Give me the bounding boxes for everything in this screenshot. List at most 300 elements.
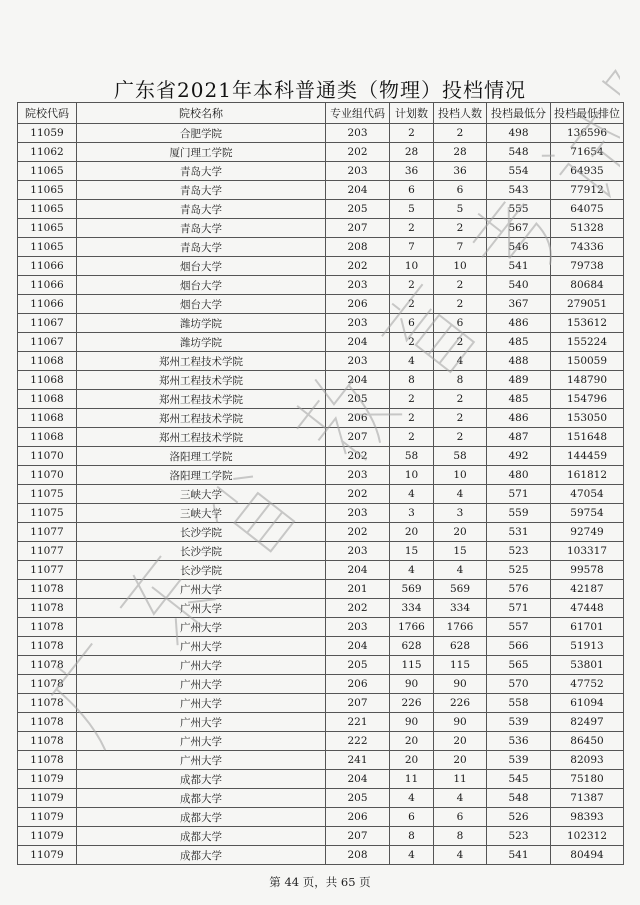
cell-school-code: 11078 — [18, 694, 77, 713]
cell-school-name: 青岛大学 — [77, 200, 326, 219]
cell-admitted-count: 36 — [434, 162, 487, 181]
cell-min-rank: 71654 — [551, 143, 624, 162]
cell-plan-count: 2 — [390, 124, 434, 143]
header-min-score: 投档最低分 — [487, 103, 551, 124]
cell-admitted-count: 2 — [434, 390, 487, 409]
cell-plan-count: 8 — [390, 371, 434, 390]
cell-plan-count: 15 — [390, 542, 434, 561]
table-row — [18, 504, 624, 523]
cell-min-rank: 75180 — [551, 770, 624, 789]
cell-plan-count: 10 — [390, 466, 434, 485]
table-row — [18, 333, 624, 352]
cell-school-name: 合肥学院 — [77, 124, 326, 143]
cell-school-name: 广州大学 — [77, 618, 326, 637]
table-row — [18, 599, 624, 618]
cell-plan-count: 5 — [390, 200, 434, 219]
cell-min-rank: 79738 — [551, 257, 624, 276]
cell-school-name: 厦门理工学院 — [77, 143, 326, 162]
cell-group-code: 204 — [326, 637, 390, 656]
cell-school-code: 11078 — [18, 732, 77, 751]
cell-min-rank: 153612 — [551, 314, 624, 333]
cell-school-name: 广州大学 — [77, 694, 326, 713]
cell-min-score: 526 — [487, 808, 551, 827]
cell-school-code: 11075 — [18, 485, 77, 504]
cell-min-score: 486 — [487, 314, 551, 333]
cell-min-score: 539 — [487, 751, 551, 770]
table-row — [18, 789, 624, 808]
cell-min-score: 576 — [487, 580, 551, 599]
cell-plan-count: 3 — [390, 504, 434, 523]
cell-admitted-count: 90 — [434, 713, 487, 732]
cell-group-code: 205 — [326, 390, 390, 409]
cell-admitted-count: 20 — [434, 751, 487, 770]
cell-school-code: 11079 — [18, 827, 77, 846]
cell-school-code: 11065 — [18, 162, 77, 181]
cell-min-rank: 99578 — [551, 561, 624, 580]
cell-plan-count: 58 — [390, 447, 434, 466]
header-admitted-count: 投档人数 — [434, 103, 487, 124]
cell-min-score: 541 — [487, 846, 551, 865]
cell-group-code: 207 — [326, 219, 390, 238]
cell-min-rank: 154796 — [551, 390, 624, 409]
table-row — [18, 352, 624, 371]
cell-school-code: 11068 — [18, 371, 77, 390]
cell-group-code: 204 — [326, 333, 390, 352]
cell-school-name: 潍坊学院 — [77, 333, 326, 352]
cell-min-rank: 161812 — [551, 466, 624, 485]
cell-group-code: 206 — [326, 675, 390, 694]
cell-school-code: 11079 — [18, 808, 77, 827]
cell-plan-count: 1766 — [390, 618, 434, 637]
cell-min-score: 559 — [487, 504, 551, 523]
cell-school-name: 潍坊学院 — [77, 314, 326, 333]
cell-school-name: 烟台大学 — [77, 276, 326, 295]
cell-min-rank: 82093 — [551, 751, 624, 770]
cell-min-score: 571 — [487, 485, 551, 504]
cell-min-score: 543 — [487, 181, 551, 200]
table-row — [18, 409, 624, 428]
cell-min-score: 541 — [487, 257, 551, 276]
cell-school-code: 11077 — [18, 523, 77, 542]
cell-min-rank: 74336 — [551, 238, 624, 257]
cell-admitted-count: 4 — [434, 846, 487, 865]
header-plan-count: 计划数 — [390, 103, 434, 124]
cell-plan-count: 90 — [390, 675, 434, 694]
cell-school-code: 11065 — [18, 200, 77, 219]
cell-group-code: 221 — [326, 713, 390, 732]
cell-group-code: 201 — [326, 580, 390, 599]
table-row — [18, 637, 624, 656]
cell-admitted-count: 4 — [434, 485, 487, 504]
table-row — [18, 846, 624, 865]
cell-group-code: 203 — [326, 352, 390, 371]
cell-school-code: 11068 — [18, 409, 77, 428]
cell-school-code: 11065 — [18, 238, 77, 257]
cell-school-name: 青岛大学 — [77, 238, 326, 257]
table-row — [18, 485, 624, 504]
cell-min-score: 498 — [487, 124, 551, 143]
cell-plan-count: 2 — [390, 276, 434, 295]
cell-admitted-count: 58 — [434, 447, 487, 466]
cell-school-name: 广州大学 — [77, 713, 326, 732]
cell-min-rank: 279051 — [551, 295, 624, 314]
cell-min-rank: 61094 — [551, 694, 624, 713]
cell-admitted-count: 8 — [434, 371, 487, 390]
cell-group-code: 207 — [326, 428, 390, 447]
cell-plan-count: 28 — [390, 143, 434, 162]
cell-school-code: 11067 — [18, 314, 77, 333]
cell-plan-count: 36 — [390, 162, 434, 181]
cell-school-code: 11066 — [18, 257, 77, 276]
cell-school-code: 11059 — [18, 124, 77, 143]
cell-group-code: 203 — [326, 542, 390, 561]
cell-admitted-count: 4 — [434, 352, 487, 371]
cell-plan-count: 334 — [390, 599, 434, 618]
cell-min-rank: 82497 — [551, 713, 624, 732]
cell-min-rank: 151648 — [551, 428, 624, 447]
cell-min-rank: 51913 — [551, 637, 624, 656]
cell-admitted-count: 5 — [434, 200, 487, 219]
cell-min-score: 531 — [487, 523, 551, 542]
cell-min-rank: 144459 — [551, 447, 624, 466]
cell-group-code: 204 — [326, 561, 390, 580]
cell-group-code: 203 — [326, 162, 390, 181]
page-footer: 第 44 页，共 65 页 — [269, 875, 371, 889]
table-row — [18, 675, 624, 694]
cell-plan-count: 6 — [390, 181, 434, 200]
cell-min-rank: 53801 — [551, 656, 624, 675]
cell-school-name: 长沙学院 — [77, 542, 326, 561]
cell-min-score: 548 — [487, 789, 551, 808]
cell-admitted-count: 4 — [434, 561, 487, 580]
cell-school-code: 11065 — [18, 181, 77, 200]
cell-admitted-count: 334 — [434, 599, 487, 618]
cell-school-name: 长沙学院 — [77, 523, 326, 542]
cell-min-rank: 92749 — [551, 523, 624, 542]
cell-admitted-count: 2 — [434, 409, 487, 428]
table-body — [18, 124, 624, 865]
cell-group-code: 203 — [326, 618, 390, 637]
cell-plan-count: 7 — [390, 238, 434, 257]
cell-admitted-count: 569 — [434, 580, 487, 599]
cell-school-code: 11078 — [18, 599, 77, 618]
cell-school-name: 郑州工程技术学院 — [77, 428, 326, 447]
cell-plan-count: 6 — [390, 314, 434, 333]
cell-admitted-count: 11 — [434, 770, 487, 789]
cell-admitted-count: 6 — [434, 808, 487, 827]
cell-admitted-count: 28 — [434, 143, 487, 162]
cell-school-code: 11077 — [18, 561, 77, 580]
cell-min-score: 571 — [487, 599, 551, 618]
cell-school-name: 广州大学 — [77, 751, 326, 770]
cell-school-name: 烟台大学 — [77, 257, 326, 276]
cell-group-code: 206 — [326, 409, 390, 428]
cell-min-score: 555 — [487, 200, 551, 219]
cell-school-name: 郑州工程技术学院 — [77, 352, 326, 371]
cell-school-name: 青岛大学 — [77, 181, 326, 200]
cell-min-rank: 150059 — [551, 352, 624, 371]
cell-group-code: 208 — [326, 846, 390, 865]
cell-school-name: 成都大学 — [77, 789, 326, 808]
cell-min-rank: 64075 — [551, 200, 624, 219]
table-header-row — [18, 103, 624, 124]
cell-plan-count: 4 — [390, 789, 434, 808]
table-row — [18, 827, 624, 846]
cell-school-code: 11062 — [18, 143, 77, 162]
table-row — [18, 694, 624, 713]
table-row — [18, 713, 624, 732]
cell-group-code: 203 — [326, 276, 390, 295]
cell-school-name: 广州大学 — [77, 637, 326, 656]
cell-school-code: 11066 — [18, 295, 77, 314]
cell-school-code: 11077 — [18, 542, 77, 561]
cell-group-code: 202 — [326, 257, 390, 276]
cell-school-name: 广州大学 — [77, 656, 326, 675]
cell-group-code: 204 — [326, 371, 390, 390]
cell-plan-count: 6 — [390, 808, 434, 827]
cell-min-score: 570 — [487, 675, 551, 694]
cell-min-score: 367 — [487, 295, 551, 314]
cell-min-rank: 59754 — [551, 504, 624, 523]
cell-school-name: 广州大学 — [77, 599, 326, 618]
cell-plan-count: 20 — [390, 751, 434, 770]
header-school-name: 院校名称 — [77, 103, 326, 124]
cell-min-score: 480 — [487, 466, 551, 485]
header-group-code: 专业组代码 — [326, 103, 390, 124]
table-row — [18, 219, 624, 238]
cell-school-code: 11068 — [18, 390, 77, 409]
cell-plan-count: 2 — [390, 295, 434, 314]
cell-admitted-count: 20 — [434, 523, 487, 542]
cell-min-score: 566 — [487, 637, 551, 656]
cell-plan-count: 115 — [390, 656, 434, 675]
cell-group-code: 207 — [326, 827, 390, 846]
cell-group-code: 202 — [326, 143, 390, 162]
header-min-rank: 投档最低排位 — [551, 103, 624, 124]
cell-group-code: 207 — [326, 694, 390, 713]
cell-admitted-count: 2 — [434, 219, 487, 238]
cell-min-score: 540 — [487, 276, 551, 295]
cell-admitted-count: 6 — [434, 314, 487, 333]
table-row — [18, 751, 624, 770]
cell-min-rank: 98393 — [551, 808, 624, 827]
table-row — [18, 257, 624, 276]
cell-school-code: 11068 — [18, 428, 77, 447]
cell-plan-count: 628 — [390, 637, 434, 656]
cell-group-code: 202 — [326, 599, 390, 618]
table-row — [18, 447, 624, 466]
cell-admitted-count: 2 — [434, 276, 487, 295]
cell-school-code: 11078 — [18, 751, 77, 770]
cell-plan-count: 11 — [390, 770, 434, 789]
cell-plan-count: 10 — [390, 257, 434, 276]
cell-min-rank: 47448 — [551, 599, 624, 618]
page-title: 广东省2021年本科普通类（物理）投档情况 — [114, 78, 526, 102]
cell-school-code: 11067 — [18, 333, 77, 352]
cell-admitted-count: 226 — [434, 694, 487, 713]
cell-plan-count: 4 — [390, 846, 434, 865]
table-row — [18, 124, 624, 143]
cell-school-code: 11078 — [18, 656, 77, 675]
table-row — [18, 732, 624, 751]
cell-min-rank: 155224 — [551, 333, 624, 352]
cell-school-name: 郑州工程技术学院 — [77, 371, 326, 390]
cell-admitted-count: 1766 — [434, 618, 487, 637]
table-row — [18, 162, 624, 181]
cell-school-code: 11078 — [18, 637, 77, 656]
cell-min-score: 523 — [487, 542, 551, 561]
table-row — [18, 314, 624, 333]
cell-min-score: 487 — [487, 428, 551, 447]
cell-school-code: 11079 — [18, 789, 77, 808]
cell-school-name: 郑州工程技术学院 — [77, 409, 326, 428]
cell-school-code: 11078 — [18, 580, 77, 599]
table-row — [18, 200, 624, 219]
cell-group-code: 202 — [326, 485, 390, 504]
cell-school-code: 11070 — [18, 466, 77, 485]
cell-school-name: 长沙学院 — [77, 561, 326, 580]
cell-plan-count: 90 — [390, 713, 434, 732]
cell-min-rank: 64935 — [551, 162, 624, 181]
cell-group-code: 203 — [326, 504, 390, 523]
cell-school-name: 三峡大学 — [77, 485, 326, 504]
cell-min-rank: 51328 — [551, 219, 624, 238]
cell-plan-count: 2 — [390, 219, 434, 238]
cell-school-code: 11070 — [18, 447, 77, 466]
cell-school-code: 11075 — [18, 504, 77, 523]
cell-school-name: 广州大学 — [77, 580, 326, 599]
cell-min-rank: 103317 — [551, 542, 624, 561]
table-row — [18, 770, 624, 789]
cell-min-rank: 153050 — [551, 409, 624, 428]
cell-school-name: 成都大学 — [77, 808, 326, 827]
cell-group-code: 205 — [326, 200, 390, 219]
cell-min-rank: 80494 — [551, 846, 624, 865]
cell-school-code: 11079 — [18, 770, 77, 789]
cell-min-score: 557 — [487, 618, 551, 637]
cell-plan-count: 2 — [390, 333, 434, 352]
cell-min-rank: 86450 — [551, 732, 624, 751]
cell-min-score: 485 — [487, 333, 551, 352]
cell-school-name: 洛阳理工学院 — [77, 447, 326, 466]
table-row — [18, 656, 624, 675]
cell-admitted-count: 6 — [434, 181, 487, 200]
cell-admitted-count: 8 — [434, 827, 487, 846]
cell-admitted-count: 4 — [434, 789, 487, 808]
cell-plan-count: 2 — [390, 390, 434, 409]
table-row — [18, 580, 624, 599]
cell-min-rank: 102312 — [551, 827, 624, 846]
cell-plan-count: 20 — [390, 523, 434, 542]
cell-school-name: 成都大学 — [77, 827, 326, 846]
cell-school-code: 11068 — [18, 352, 77, 371]
cell-min-score: 545 — [487, 770, 551, 789]
cell-group-code: 202 — [326, 447, 390, 466]
table-row — [18, 523, 624, 542]
cell-school-name: 广州大学 — [77, 675, 326, 694]
table-row — [18, 428, 624, 447]
cell-min-score: 554 — [487, 162, 551, 181]
admission-table — [17, 102, 624, 865]
table-row — [18, 181, 624, 200]
cell-admitted-count: 20 — [434, 732, 487, 751]
cell-min-rank: 71387 — [551, 789, 624, 808]
cell-group-code: 206 — [326, 295, 390, 314]
cell-plan-count: 226 — [390, 694, 434, 713]
table-row — [18, 466, 624, 485]
cell-min-rank: 42187 — [551, 580, 624, 599]
table-row — [18, 276, 624, 295]
table-row — [18, 295, 624, 314]
cell-plan-count: 4 — [390, 485, 434, 504]
cell-admitted-count: 115 — [434, 656, 487, 675]
cell-school-name: 青岛大学 — [77, 219, 326, 238]
cell-min-score: 539 — [487, 713, 551, 732]
cell-min-score: 489 — [487, 371, 551, 390]
cell-min-score: 486 — [487, 409, 551, 428]
cell-min-score: 546 — [487, 238, 551, 257]
table-row — [18, 390, 624, 409]
cell-min-score: 523 — [487, 827, 551, 846]
cell-min-score: 548 — [487, 143, 551, 162]
cell-group-code: 202 — [326, 523, 390, 542]
cell-admitted-count: 7 — [434, 238, 487, 257]
table-row — [18, 618, 624, 637]
cell-school-name: 广州大学 — [77, 732, 326, 751]
cell-school-name: 三峡大学 — [77, 504, 326, 523]
cell-min-score: 558 — [487, 694, 551, 713]
cell-min-rank: 148790 — [551, 371, 624, 390]
cell-admitted-count: 3 — [434, 504, 487, 523]
cell-school-name: 烟台大学 — [77, 295, 326, 314]
cell-min-score: 565 — [487, 656, 551, 675]
cell-plan-count: 569 — [390, 580, 434, 599]
cell-admitted-count: 2 — [434, 124, 487, 143]
cell-admitted-count: 90 — [434, 675, 487, 694]
cell-min-rank: 47752 — [551, 675, 624, 694]
cell-min-rank: 61701 — [551, 618, 624, 637]
cell-admitted-count: 2 — [434, 295, 487, 314]
table-row — [18, 238, 624, 257]
cell-plan-count: 8 — [390, 827, 434, 846]
cell-min-score: 536 — [487, 732, 551, 751]
table-row — [18, 808, 624, 827]
cell-min-rank: 77912 — [551, 181, 624, 200]
cell-school-code: 11078 — [18, 675, 77, 694]
cell-group-code: 208 — [326, 238, 390, 257]
table-row — [18, 561, 624, 580]
cell-min-score: 485 — [487, 390, 551, 409]
cell-school-name: 洛阳理工学院 — [77, 466, 326, 485]
cell-group-code: 203 — [326, 124, 390, 143]
cell-school-name: 郑州工程技术学院 — [77, 390, 326, 409]
table-row — [18, 542, 624, 561]
cell-school-name: 成都大学 — [77, 770, 326, 789]
cell-min-rank: 80684 — [551, 276, 624, 295]
cell-school-code: 11078 — [18, 618, 77, 637]
cell-school-code: 11066 — [18, 276, 77, 295]
cell-admitted-count: 628 — [434, 637, 487, 656]
header-school-code: 院校代码 — [18, 103, 77, 124]
cell-group-code: 206 — [326, 808, 390, 827]
cell-school-name: 成都大学 — [77, 846, 326, 865]
cell-group-code: 222 — [326, 732, 390, 751]
cell-admitted-count: 10 — [434, 466, 487, 485]
cell-group-code: 205 — [326, 789, 390, 808]
cell-school-code: 11065 — [18, 219, 77, 238]
cell-admitted-count: 15 — [434, 542, 487, 561]
cell-min-score: 492 — [487, 447, 551, 466]
